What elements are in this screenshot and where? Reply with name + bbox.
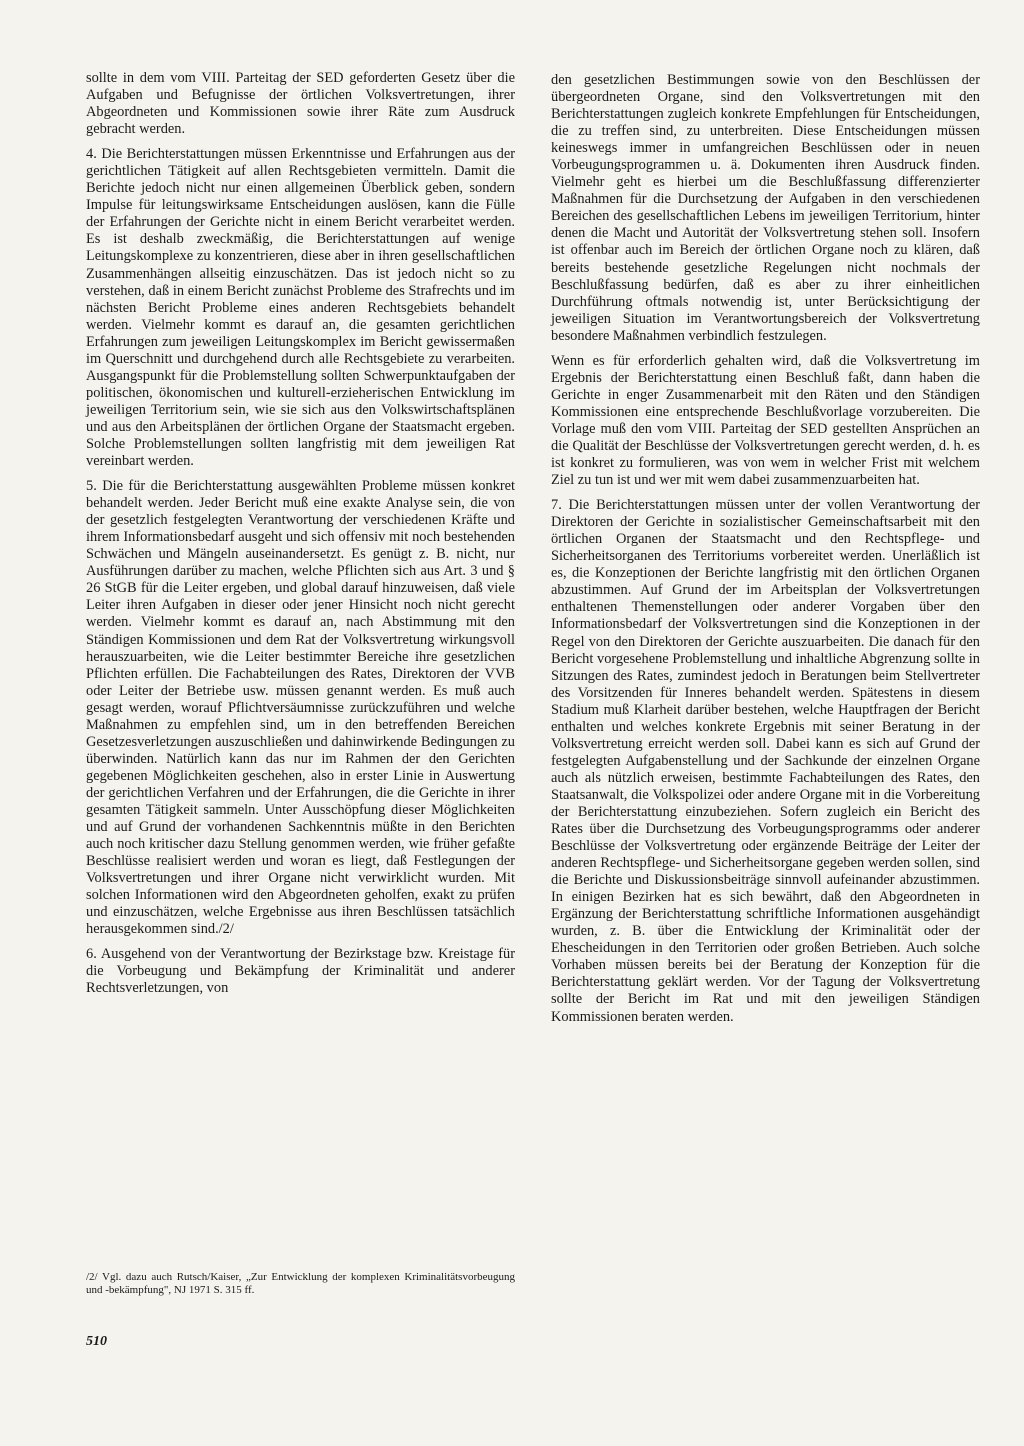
left-column (86, 70, 515, 1005)
right-paragraph-3: 7. Die Berichterstattungen müssen unter der vollen Verantwortung der Direktoren der Gerichte in sozialistischer Gemeinschaftsarbeit mit den örtlichen Organen der Staatsmacht und den Rechtspflege- und Sicherheitsorganen des Territoriums vorbereitet werden. Unerläßlich ist es, die Konzeptionen der Berichte langfristig mit den örtlichen Organen abzustimmen. Auf Grund der im Arbeitsplan der Volksvertretungen enthaltenen Themenstellungen oder anderer Vorgaben über den Informationsbedarf der Volksvertretungen sind die Konzeptionen in der Regel von den Direktoren der Gerichte auszuarbeiten. Die danach für den Bericht vorgesehene Problemstellung und inhaltliche Abgrenzung sollte in Sitzungen des Rates, zumindest jedoch in Beratungen beim Stellvertreter des Vorsitzenden für Inneres behandelt werden. Spätestens in diesem Stadium muß Klarheit darüber bestehen, welche Hauptfragen der Bericht enthalten und welches konkrete Ergebnis mit seiner Beratung in der Volksvertretung erreicht werden soll. Dabei kann es sich auf Grund der festgelegten Aufgabenstellung und der Sachkunde der einzelnen Organe auch als nützlich erweisen, bestimmte Fachabteilungen des Rates, den Staatsanwalt, die Volkspolizei oder andere Organe mit in die Vorbereitung der Berichterstattung einzubeziehen. Sofern zugleich ein Bericht des Rates über die Durchsetzung des Vorbeugungsprogramms oder anderer Beschlüsse der Volksvertretung oder ergänzende Beiträge der Leiter der anderen Rechtspflege- und Sicherheitsorgane gegeben werden sollen, sind die Berichte und Diskussionsbeiträge sinnvoll aufeinander abzustimmen. In einigen Bezirken hat es sich bewährt, daß den Abgeordneten in Ergänzung der Berichterstattung schriftliche Informationen ausgehändigt wurden, z. B. über die Entwicklung der Kriminalität oder der Ehescheidungen in den Territorien oder großen Betrieben. Auch solche Vorhaben müssen bereits bei der Beratung der Konzeption für die Berichterstattung geklärt werden. Vor der Tagung der Volksvertretung sollte der Bericht im Rat und mit den jeweiligen Ständigen Kommissionen beraten werden. (551, 497, 980, 1025)
left-paragraph-2: 4. Die Berichterstattungen müssen Erkenntnisse und Erfahrungen aus der gerichtlichen Tätigkeit auf allen Rechtsgebieten vermitteln. Damit die Berichte jedoch nicht nur einen allgemeinen Überblick geben, sondern Impulse für leitungswirksame Entscheidungen auslösen, kann die Fülle der Erfahrungen der Gerichte nicht in einem Bericht verarbeitet werden. Es ist deshalb zweckmäßig, die Berichterstattungen auf wenige Leitungskomplexe zu konzentrieren, diese aber in ihren gesellschaftlichen Zusammenhängen allseitig einzuschätzen. Das ist jedoch nicht so zu verstehen, daß in einem Bericht zunächst Probleme des Strafrechts und im nächsten Bericht Probleme eines anderen Rechtsgebiets behandelt werden. Vielmehr kommt es darauf an, die gesamten gerichtlichen Erfahrungen zum jeweiligen Leitungskomplex im Bericht gewissermaßen im Querschnitt und durchgehend durch alle Rechtsgebiete zu verarbeiten. Ausgangspunkt für die Problemstellung sollten Schwerpunktaufgaben der politischen, ökonomischen und kulturell-erzieherischen Entwicklung im jeweiligen Territorium sein, wie sie sich aus den Volkswirtschaftsplänen und aus den Arbeitsplänen der örtlichen Organe der Staatsmacht ergeben. Solche Problemstellungen sollten langfristig mit dem jeweiligen Rat vereinbart werden. (86, 146, 515, 470)
left-paragraph-4: 6. Ausgehend von der Verantwortung der Bezirkstage bzw. Kreistage für die Vorbeugung und Bekämpfung der Kriminalität und anderer Rechtsverletzungen, von (86, 946, 515, 997)
left-paragraph-1: sollte in dem vom VIII. Parteitag der SED geforderten Gesetz über die Aufgaben und Befugnisse der örtlichen Volksvertretungen, ihrer Abgeordneten und Kommissionen sowie ihrer Räte zum Ausdruck gebracht werden. (86, 70, 515, 138)
right-paragraph-1: den gesetzlichen Bestimmungen sowie von den Beschlüssen der übergeordneten Organe, sind den Volksvertretungen mit den Berichterstattungen zugleich konkrete Empfehlungen für Entscheidungen, die zu treffen sind, zu unterbreiten. Diese Entscheidungen müssen keineswegs immer in umfangreichen Beschlüssen oder in neuen Vorbeugungsprogrammen u. ä. Dokumenten ihren Ausdruck finden. Vielmehr geht es hierbei um die Beschlußfassung differenzierter Maßnahmen für die Durchsetzung der Aufgaben in den verschiedenen Bereichen des gesellschaftlichen Lebens im jeweiligen Territorium, hinter denen die Macht und Autorität der Volksvertretung stehen soll. Insofern ist offenbar auch im Bereich der örtlichen Organe noch zu klären, daß bereits bestehende gesetzliche Regelungen nicht nochmals der Beschlußfassung bedürfen, daß es aber zu ihrer einheitlichen Durchführung oftmals notwendig ist, unter Berücksichtigung der jeweiligen Situation im Verantwortungsbereich der Volksvertretung besondere Maßnahmen verbindlich festzulegen. (551, 72, 980, 344)
right-paragraph-2: Wenn es für erforderlich gehalten wird, daß die Volksvertretung im Ergebnis der Berichterstattung einen Beschluß faßt, dann haben die Gerichte in enger Zusammenarbeit mit den Räten und den Ständigen Kommissionen eine entsprechende Beschlußvorlage vorzubereiten. Die Vorlage muß den vom VIII. Parteitag der SED gestellten Ansprüchen an die Qualität der Beschlüsse der Volksvertretungen gerecht werden, d. h. es ist konkret zu formulieren, was von wem in welcher Frist mit welchem Ziel zu tun ist und wer mit wem dabei zusammenzuarbeiten hat. (551, 352, 980, 489)
page-number: 510 (86, 1334, 107, 1349)
footnote: /2/ Vgl. dazu auch Rutsch/Kaiser, „Zur Entwicklung der komplexen Kriminalitätsvorbeugung und -bekämpfung", NJ 1971 S. 315 ff. (86, 1271, 515, 1296)
right-column (551, 72, 980, 1034)
left-paragraph-3: 5. Die für die Berichterstattung ausgewählten Probleme müssen konkret behandelt werden. Jeder Bericht muß eine exakte Analyse sein, die von der gesetzlich festgelegten Verantwortung der verschiedenen Kräfte und ihrem Informationsbedarf ausgeht und sich offensiv mit noch bestehenden Schwächen und Mängeln auseinandersetzt. Es genügt z. B. nicht, nur Ausführungen darüber zu machen, welche Pflichten sich aus Art. 3 und § 26 StGB für die Leiter ergeben, und global darauf hinzuweisen, daß viele Leiter ihren Aufgaben in dieser oder jener Hinsicht noch nicht gerecht werden. Vielmehr kommt es darauf an, nach Abstimmung mit den Ständigen Kommissionen und dem Rat der Volksvertretung wirkungsvoll herauszuarbeiten, wie die Leiter bestimmter Bereiche ihre gesetzlichen Pflichten erfüllen. Die Fachabteilungen des Rates, Direktoren der VVB oder Leiter der Betriebe usw. müssen genannt werden. Es muß auch gesagt werden, worauf Pflichtversäumnisse zurückzuführen und welche Maßnahmen zu empfehlen sind, um in den betreffenden Bereichen Gesetzesverletzungen auszuschließen und dahinwirkende Bedingungen zu überwinden. Natürlich kann das nur im Rahmen der den Gerichten gegebenen Möglichkeiten geschehen, also in erster Linie in Auswertung der gerichtlichen Verfahren und der Erfahrungen, die die Gerichte in ihrer gesamten Tätigkeit sammeln. Unter Ausschöpfung dieser Möglichkeiten und auf Grund der vorhandenen Sachkenntnis müßte in den Berichten auch noch kritischer dazu Stellung genommen werden, wie früher gefaßte Beschlüsse realisiert werden und woran es liegt, daß Festlegungen der Volksvertretungen und ihrer Organe nicht verwirklicht wurden. Mit solchen Informationen wird den Abgeordneten geholfen, exakt zu prüfen und einzuschätzen, welche Ergebnisse aus ihren Beschlüssen tatsächlich herausgekommen sind./2/ (86, 478, 515, 938)
